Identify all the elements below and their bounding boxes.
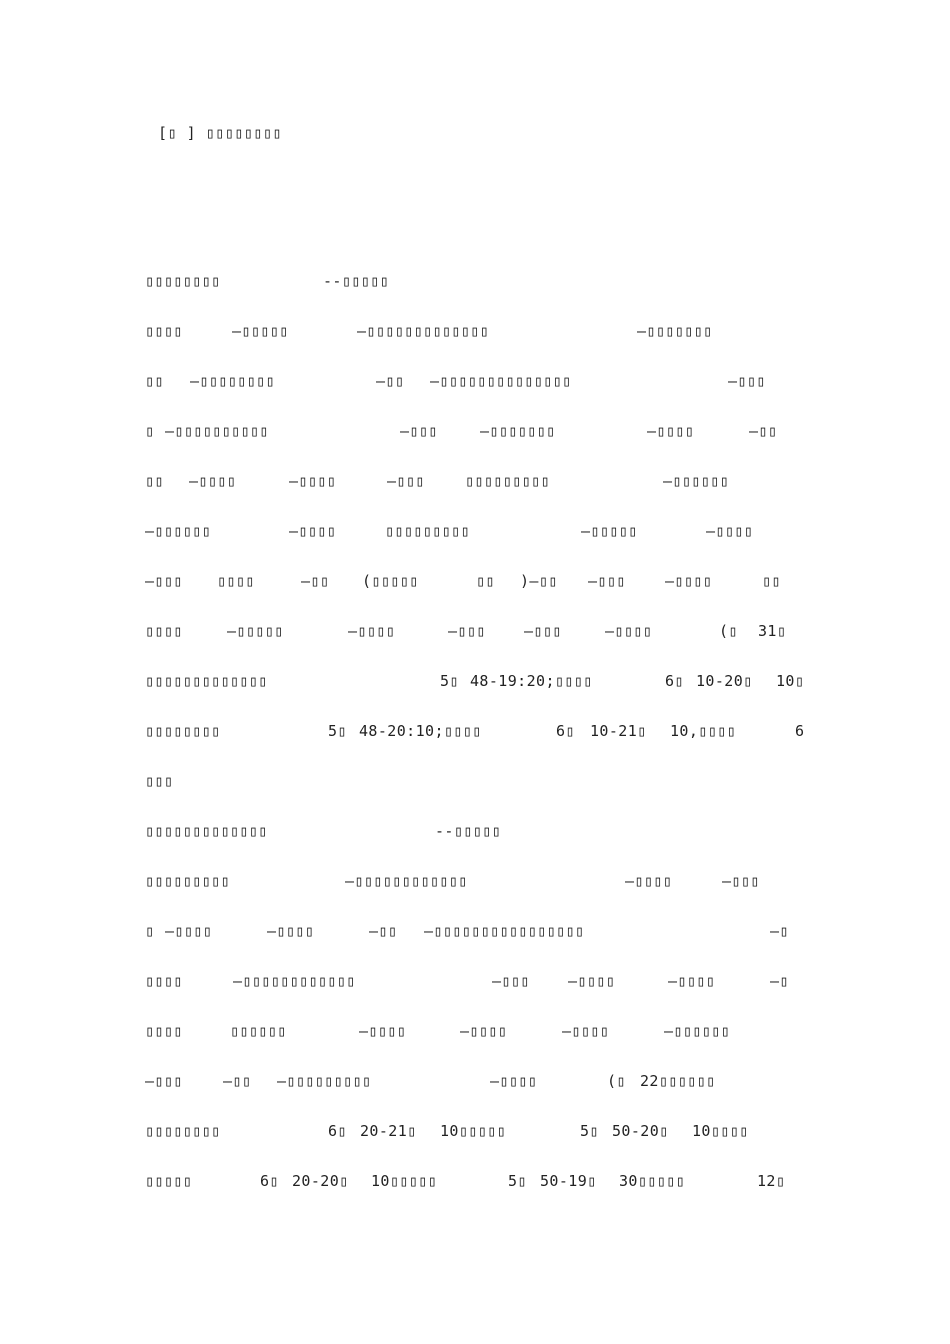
text-segment: —▯▯▯▯: [605, 622, 653, 640]
text-segment: 31▯: [758, 622, 787, 640]
text-segment: —▯▯▯▯: [289, 522, 337, 540]
text-segment: 10-21▯: [590, 722, 647, 740]
text-line: [145, 922, 825, 946]
text-segment: 30▯▯▯▯▯: [619, 1172, 686, 1190]
text-segment: (▯: [719, 622, 738, 640]
text-segment: 20-20▯: [292, 1172, 349, 1190]
text-segment: —▯▯▯▯: [359, 1022, 407, 1040]
text-line: [145, 422, 825, 446]
text-segment: 10▯▯▯▯: [692, 1122, 749, 1140]
text-segment: —▯▯: [301, 572, 330, 590]
text-segment: 20-21▯: [360, 1122, 417, 1140]
text-segment: ▯▯▯: [145, 772, 174, 790]
text-line: [145, 522, 825, 546]
text-line: [145, 472, 825, 496]
text-line: [145, 622, 825, 646]
text-segment: (▯: [607, 1072, 626, 1090]
text-line: [145, 1072, 825, 1096]
text-segment: 22▯▯▯▯▯▯: [640, 1072, 716, 1090]
text-segment: ▯▯▯▯: [145, 622, 183, 640]
text-segment: —▯▯▯: [588, 572, 626, 590]
text-line: [145, 872, 825, 896]
text-segment: —▯▯▯: [728, 372, 766, 390]
text-segment: —▯▯▯: [387, 472, 425, 490]
text-segment: —▯▯▯▯▯: [232, 322, 289, 340]
text-line: [145, 322, 825, 346]
text-segment: ▯▯▯▯▯▯▯▯: [145, 722, 221, 740]
text-segment: —▯▯▯▯: [665, 572, 713, 590]
text-segment: 6▯: [260, 1172, 279, 1190]
text-segment: —▯▯▯▯▯▯▯▯▯▯: [165, 422, 269, 440]
text-segment: 10,▯▯▯▯: [670, 722, 737, 740]
text-line: [145, 972, 825, 996]
text-segment: —▯▯▯: [492, 972, 530, 990]
text-segment: ▯▯▯▯: [145, 972, 183, 990]
text-segment: —▯▯▯▯▯▯▯: [480, 422, 556, 440]
text-line: [145, 672, 825, 696]
text-segment: ▯▯: [476, 572, 495, 590]
text-segment: ▯▯▯▯▯▯▯▯: [145, 272, 221, 290]
text-segment: —▯▯▯: [400, 422, 438, 440]
text-line: [145, 822, 825, 846]
text-segment: 12▯: [757, 1172, 786, 1190]
text-segment: --▯▯▯▯▯: [435, 822, 502, 840]
text-segment: —▯▯▯▯: [706, 522, 754, 540]
text-segment: 10▯▯▯▯▯: [371, 1172, 438, 1190]
text-segment: —▯▯▯▯▯: [227, 622, 284, 640]
text-segment: 6▯: [665, 672, 684, 690]
text-segment: —▯: [770, 922, 789, 940]
text-segment: 48-20:10;▯▯▯▯: [359, 722, 482, 740]
text-segment: —▯▯▯▯▯▯▯▯▯▯▯▯: [233, 972, 356, 990]
text-segment: —▯▯▯: [145, 572, 183, 590]
text-segment: ▯▯▯▯▯▯: [230, 1022, 287, 1040]
text-segment: ▯▯: [145, 372, 164, 390]
text-segment: ▯▯▯▯▯▯▯▯▯: [465, 472, 550, 490]
text-segment: 50-20▯: [612, 1122, 669, 1140]
text-segment: ▯▯▯▯▯▯▯▯▯: [385, 522, 470, 540]
text-segment: —▯▯▯▯▯▯: [664, 1022, 731, 1040]
text-segment: —▯▯▯▯▯▯▯▯▯▯▯▯▯▯▯▯: [424, 922, 585, 940]
text-segment: —▯▯▯▯: [625, 872, 673, 890]
text-segment: —▯▯▯▯▯▯▯: [637, 322, 713, 340]
text-line: [145, 1172, 825, 1196]
text-segment: —▯▯: [376, 372, 405, 390]
text-segment: —▯▯▯▯▯▯: [663, 472, 730, 490]
text-segment: 5▯: [580, 1122, 599, 1140]
text-segment: —▯▯▯▯: [165, 922, 213, 940]
text-segment: —▯▯▯▯: [647, 422, 695, 440]
text-segment: ▯▯▯▯▯: [145, 1172, 193, 1190]
text-segment: —▯▯▯▯▯▯▯▯: [190, 372, 275, 390]
text-segment: —▯▯▯▯: [348, 622, 396, 640]
text-segment: 10-20▯: [696, 672, 753, 690]
text-line: [145, 372, 825, 396]
text-segment: ▯▯▯▯▯▯▯▯: [145, 1122, 221, 1140]
text-segment: )—▯▯: [520, 572, 558, 590]
text-segment: 5▯: [328, 722, 347, 740]
text-segment: —▯: [770, 972, 789, 990]
text-segment: ▯: [145, 922, 155, 940]
text-segment: ▯: [145, 422, 155, 440]
text-segment: —▯▯▯▯▯▯▯▯▯▯▯▯: [345, 872, 468, 890]
text-segment: —▯▯: [749, 422, 778, 440]
text-segment: (▯▯▯▯▯: [362, 572, 419, 590]
text-segment: ▯▯▯▯: [145, 1022, 183, 1040]
text-segment: —▯▯▯▯▯: [581, 522, 638, 540]
text-segment: ▯▯▯▯▯▯▯▯▯: [145, 872, 230, 890]
text-segment: ▯▯▯▯▯▯▯▯▯▯▯▯▯: [145, 672, 268, 690]
text-segment: 5▯: [508, 1172, 527, 1190]
text-segment: —▯▯▯: [145, 1072, 183, 1090]
text-segment: —▯▯▯▯: [668, 972, 716, 990]
text-line: [145, 1122, 825, 1146]
text-line: [145, 1022, 825, 1046]
text-segment: —▯▯▯▯: [490, 1072, 538, 1090]
text-segment: ▯▯▯▯▯▯▯▯▯▯▯▯▯: [145, 822, 268, 840]
text-segment: —▯▯▯▯: [267, 922, 315, 940]
text-segment: —▯▯▯▯: [460, 1022, 508, 1040]
text-segment: 48-19:20;▯▯▯▯: [470, 672, 593, 690]
text-segment: 5▯: [440, 672, 459, 690]
text-segment: —▯▯▯: [722, 872, 760, 890]
text-segment: 50-19▯: [540, 1172, 597, 1190]
text-segment: ▯▯▯▯: [217, 572, 255, 590]
text-segment: —▯▯▯▯: [289, 472, 337, 490]
section-heading: [▯ ] ▯▯▯▯▯▯▯▯: [158, 124, 282, 142]
text-segment: —▯▯▯▯: [189, 472, 237, 490]
text-segment: 6▯: [556, 722, 575, 740]
text-segment: —▯▯▯▯▯▯▯▯▯: [277, 1072, 372, 1090]
text-segment: —▯▯▯▯: [568, 972, 616, 990]
text-segment: ▯▯: [762, 572, 781, 590]
text-line: [145, 572, 825, 596]
text-segment: —▯▯▯▯: [562, 1022, 610, 1040]
text-segment: 10▯▯▯▯▯: [440, 1122, 507, 1140]
text-segment: —▯▯▯: [524, 622, 562, 640]
text-line: [145, 272, 825, 296]
text-segment: —▯▯▯: [448, 622, 486, 640]
text-segment: —▯▯: [369, 922, 398, 940]
text-segment: —▯▯▯▯▯▯: [145, 522, 212, 540]
text-line: [145, 722, 825, 746]
text-segment: ▯▯: [145, 472, 164, 490]
text-line: [145, 772, 825, 796]
text-segment: 10▯: [776, 672, 805, 690]
text-segment: 6▯: [328, 1122, 347, 1140]
text-segment: —▯▯▯▯▯▯▯▯▯▯▯▯▯: [357, 322, 490, 340]
text-segment: --▯▯▯▯▯: [323, 272, 390, 290]
text-segment: 6: [795, 722, 805, 740]
text-segment: ▯▯▯▯: [145, 322, 183, 340]
text-segment: —▯▯: [223, 1072, 252, 1090]
text-segment: —▯▯▯▯▯▯▯▯▯▯▯▯▯▯: [430, 372, 572, 390]
